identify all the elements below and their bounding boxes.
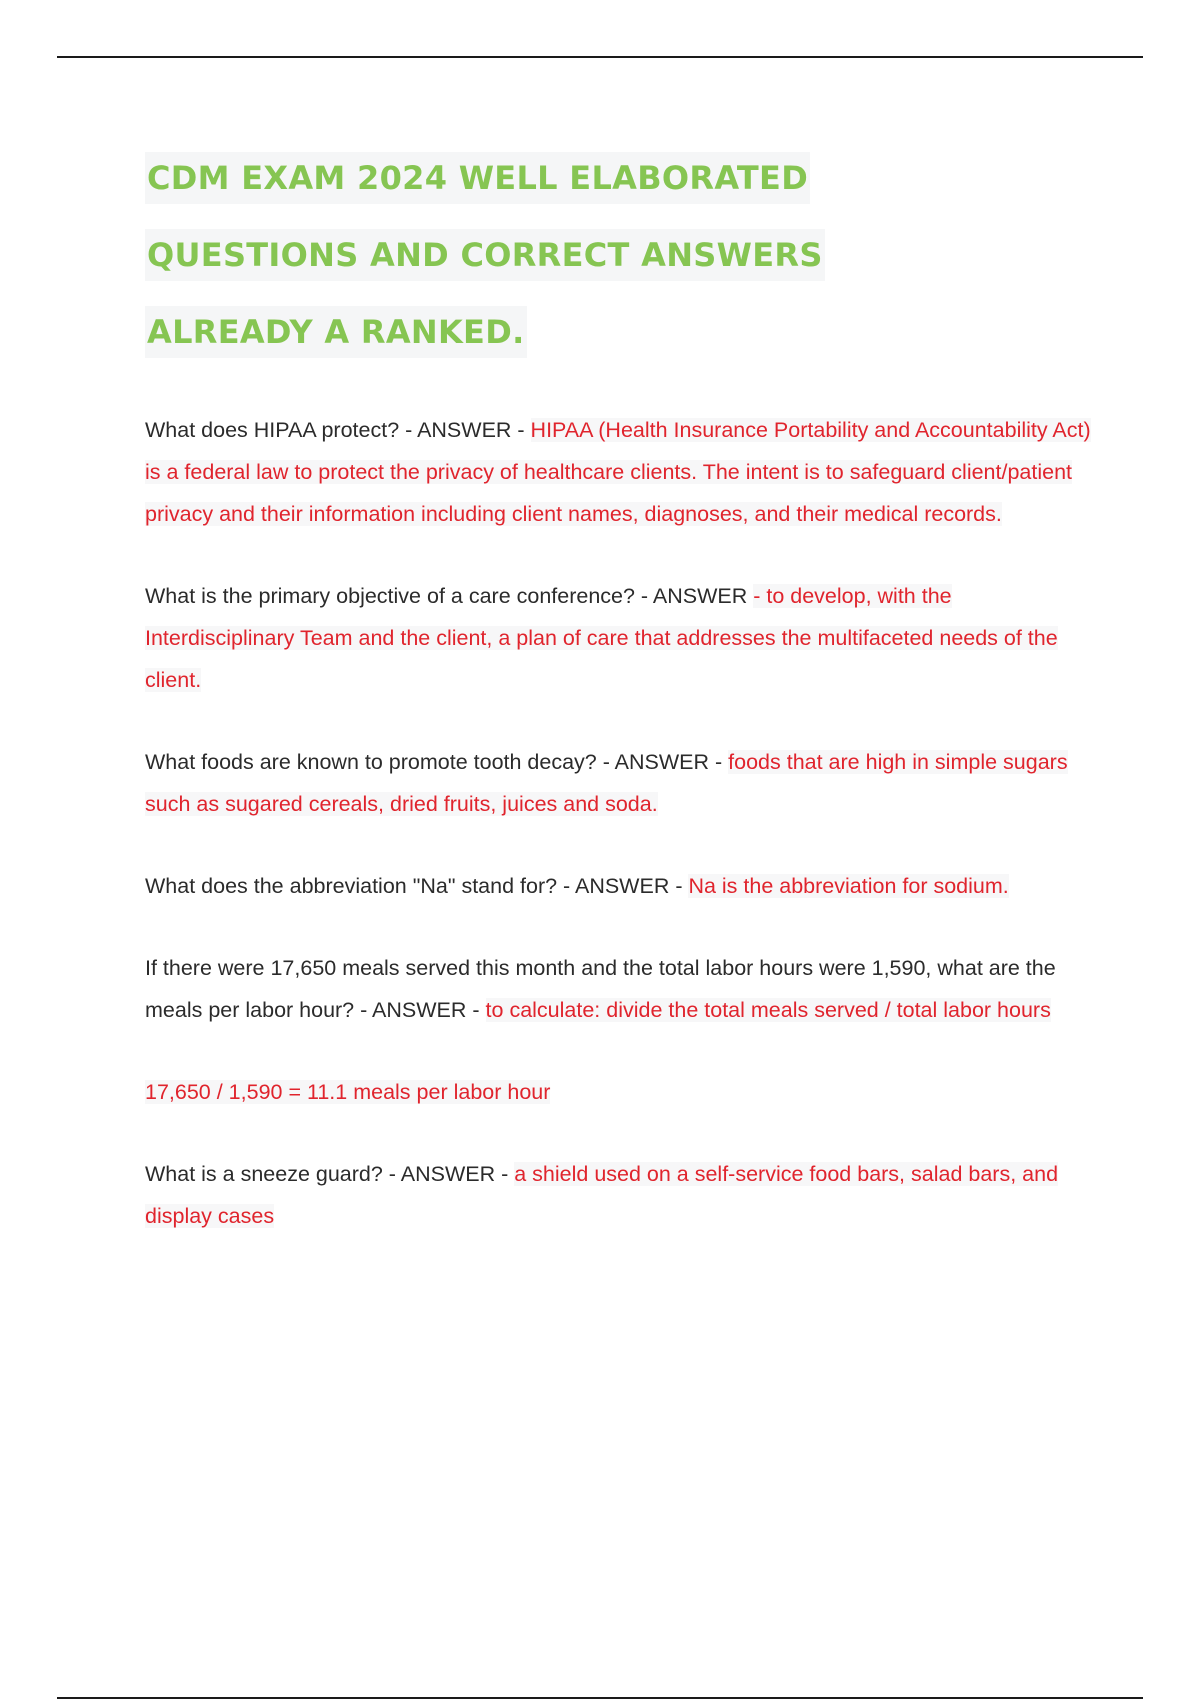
- title-line-1: CDM EXAM 2024 WELL ELABORATED: [145, 152, 810, 204]
- question-text: If there were 17,650 meals served this month and the total labor hours were 1,590, what are the meals per labor hour? - ANSWER -: [145, 956, 1056, 1022]
- answer-text: Na is the abbreviation for sodium.: [688, 874, 1009, 898]
- calculation-line: [145, 1071, 1095, 1113]
- qa-item-tooth-decay: [145, 741, 1095, 825]
- calculation-text: 17,650 / 1,590 = 11.1 meals per labor hour: [145, 1080, 551, 1104]
- bottom-rule: [57, 1697, 1143, 1699]
- title-line-2: QUESTIONS AND CORRECT ANSWERS: [145, 229, 825, 281]
- answer-text: - to develop, with the Interdisciplinary Team and the client, a plan of care that addresses the multifaceted needs of the client.: [145, 584, 1058, 692]
- qa-item-hipaa: [145, 409, 1095, 535]
- title-line-3: ALREADY A RANKED.: [145, 306, 527, 358]
- top-rule: [57, 56, 1143, 58]
- question-text: What is a sneeze guard? - ANSWER -: [145, 1162, 515, 1186]
- question-text: What foods are known to promote tooth decay? - ANSWER -: [145, 750, 729, 774]
- qa-item-care-conference: [145, 575, 1095, 701]
- qa-item-sneeze-guard: [145, 1153, 1095, 1237]
- answer-text: to calculate: divide the total meals served / total labor hours: [485, 998, 1051, 1022]
- answer-text: a shield used on a self-service food bars, salad bars, and display cases: [145, 1162, 1059, 1228]
- document-title: [145, 140, 1095, 371]
- answer-text: foods that are high in simple sugars such as sugared cereals, dried fruits, juices and soda.: [145, 750, 1068, 816]
- document-body: [145, 140, 1095, 1277]
- question-text: What does HIPAA protect? - ANSWER -: [145, 418, 531, 442]
- question-text: What is the primary objective of a care conference? - ANSWER: [145, 584, 754, 608]
- answer-text: HIPAA (Health Insurance Portability and Accountability Act) is a federal law to protect the privacy of healthcare clients. The intent is to safeguard client/patient privacy and their information including client names, diagnoses, and their medical records.: [145, 418, 1091, 526]
- question-text: What does the abbreviation "Na" stand for? - ANSWER -: [145, 874, 689, 898]
- qa-item-sodium: [145, 865, 1095, 907]
- qa-item-meals-per-labor-hour: [145, 947, 1095, 1031]
